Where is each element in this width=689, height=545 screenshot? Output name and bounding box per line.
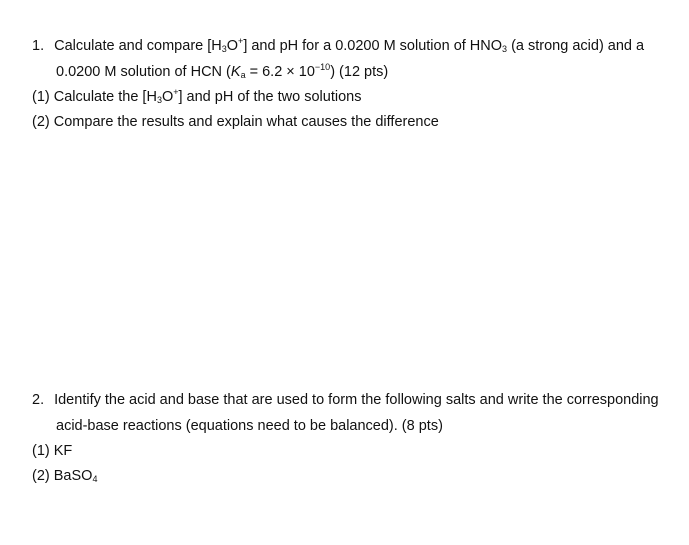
q1-subscript: 3 xyxy=(221,44,227,54)
q1-text: (a strong acid) and a xyxy=(507,38,645,54)
question-1-number: 1. xyxy=(32,38,45,54)
subpart-subscript: 3 xyxy=(156,95,162,105)
q2-text: Identify the acid and base that are used to form the following salts and write the corresponding xyxy=(54,392,659,408)
subpart-text: BaSO xyxy=(53,468,93,484)
question-2-line-1 xyxy=(32,391,659,409)
q1-text: ) (12 pts) xyxy=(330,64,389,80)
q1-text: O xyxy=(226,38,239,54)
q1-subscript: 3 xyxy=(502,44,508,54)
subpart-text: Compare the results and explain what causes the difference xyxy=(53,114,439,130)
subpart-label: (2) xyxy=(32,114,50,130)
q1-text: 0.0200 M solution of HCN ( xyxy=(56,64,231,80)
subpart-superscript: + xyxy=(173,87,179,97)
question-1-line-1 xyxy=(32,37,644,55)
exponent: −10 xyxy=(314,62,331,72)
question-2-subpart-2 xyxy=(32,467,97,485)
question-2-line-2 xyxy=(56,417,443,435)
q1-text: Calculate and compare [H xyxy=(54,38,222,54)
question-1-subpart-2 xyxy=(32,113,439,131)
q1-text: = 6.2 × 10 xyxy=(245,64,315,80)
ka-subscript: a xyxy=(240,70,246,80)
question-1-line-2 xyxy=(56,63,388,81)
question-1-subpart-1 xyxy=(32,88,361,106)
subpart-label: (1) xyxy=(32,443,50,459)
question-2-number: 2. xyxy=(32,392,45,408)
q1-text: ] and pH for a 0.0200 M solution of HNO xyxy=(243,38,503,54)
subpart-text: O xyxy=(161,89,174,105)
subpart-text: ] and pH of the two solutions xyxy=(178,89,362,105)
q1-superscript: + xyxy=(238,36,244,46)
subpart-label: (1) xyxy=(32,89,50,105)
subpart-subscript: 4 xyxy=(92,474,98,484)
subpart-text: Calculate the [H xyxy=(53,89,157,105)
subpart-label: (2) xyxy=(32,468,50,484)
ka-symbol: K xyxy=(230,64,241,80)
q2-text: acid-base reactions (equations need to be balanced). (8 pts) xyxy=(56,418,443,434)
subpart-text: KF xyxy=(53,443,73,459)
question-2-subpart-1 xyxy=(32,442,72,460)
